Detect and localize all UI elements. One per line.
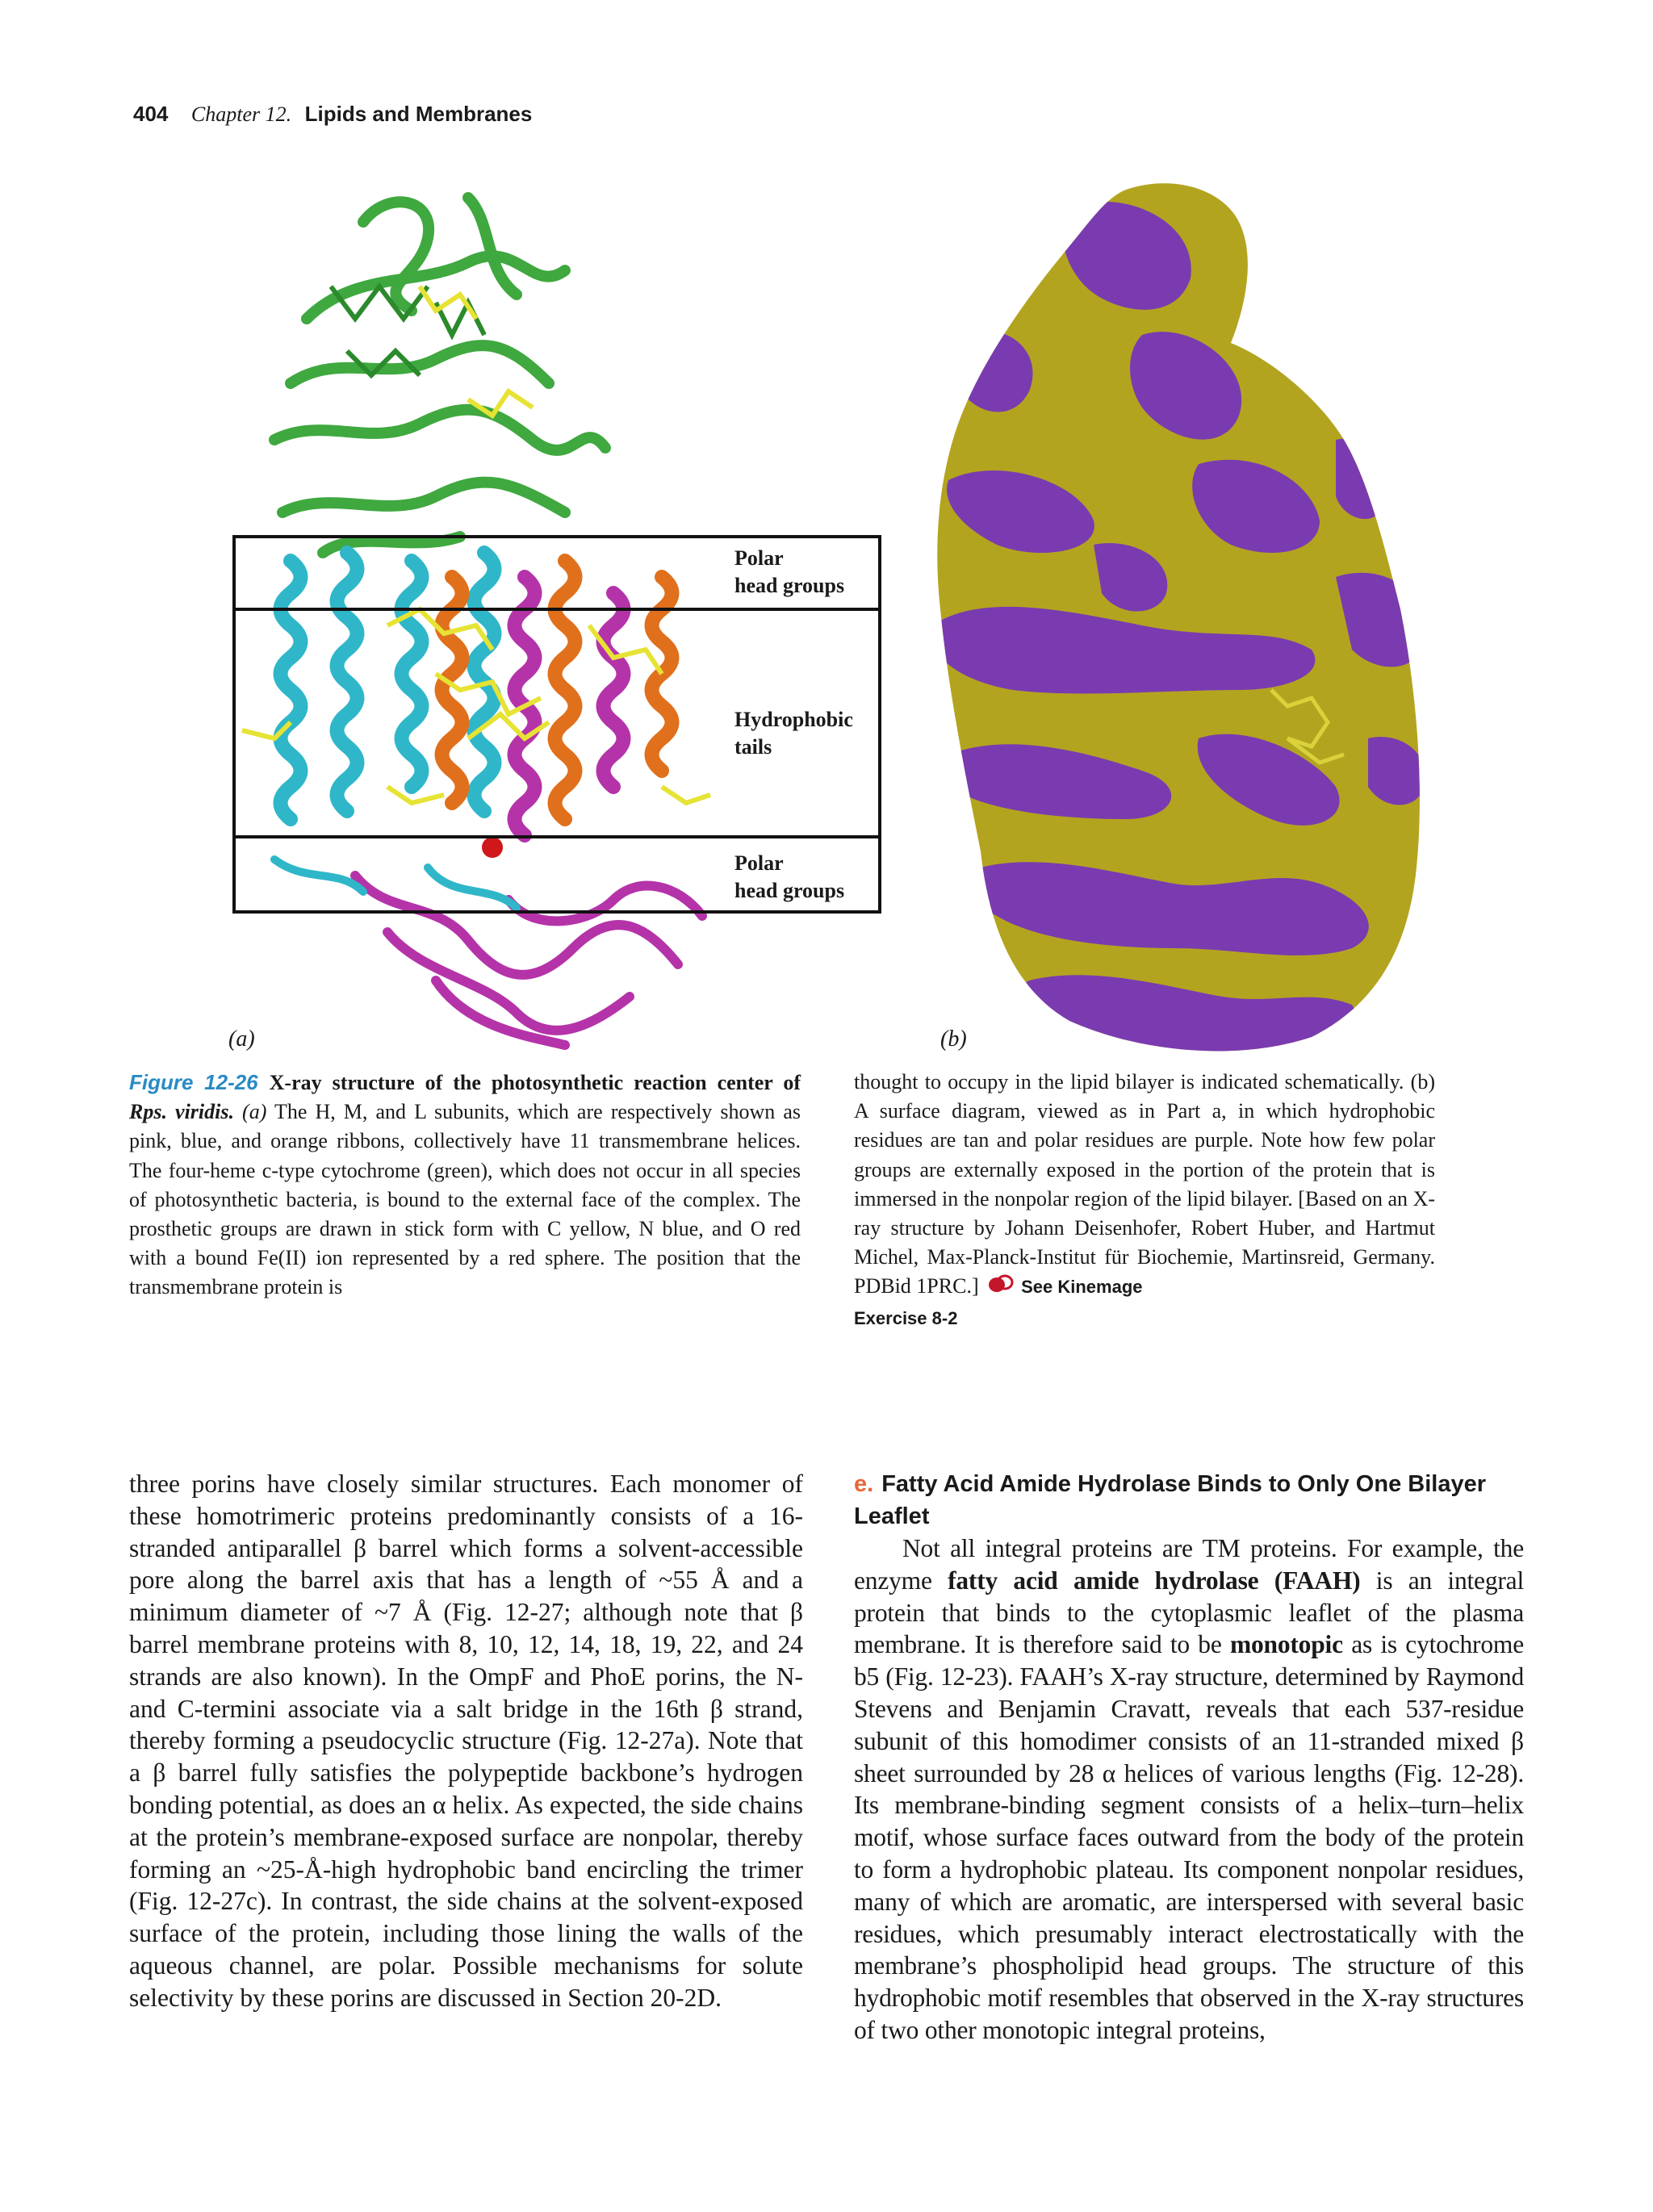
caption-species: Rps. viridis. bbox=[129, 1100, 234, 1124]
panel-label-a: (a) bbox=[228, 1027, 255, 1052]
figure-panel-b bbox=[932, 174, 1433, 1061]
figure-number: Figure 12-26 bbox=[129, 1070, 258, 1094]
label-hydrophobic: Hydrophobic tails bbox=[734, 708, 853, 759]
ribbon-structure-image bbox=[226, 174, 896, 1061]
section-heading bbox=[854, 1468, 1524, 1533]
kinemage-exercise[interactable]: Exercise 8-2 bbox=[854, 1307, 958, 1328]
right-paragraph: Not all integral proteins are TM proteins. For example, the enzyme fatty acid amide hydrolase (FAAH) is an integral protein that binds to the cytoplasmic leaflet of the plasma membrane. It is therefore said to be monotopic as is cytochrome b5 (Fig. 12-23). FAAH’s X-ray structure, determined by Raymond Stevens and Benjamin Cravatt, reveals that each 537-residue subunit of this homodimer consists of an 11-stranded mixed β sheet surrounded by 28 α helices of various lengths (Fig. 12-28). Its membrane-binding segment consists of a helix–turn–helix motif, whose surface faces outward from the body of the protein to form a hydrophobic plateau. Its component nonpolar residues, many of which are aromatic, are interspersed with several basic residues, which presumably interact electrostatically with the membrane’s phospholipid head groups. The structure of this hydrophobic motif resembles that observed in the X-ray structures of two other monotopic integral proteins, bbox=[854, 1534, 1525, 2044]
body-column-left bbox=[129, 1468, 803, 2014]
caption-right-text: thought to occupy in the lipid bilayer is indicated schematically. (b) A surface diagram, viewed as in Part a, in which hydrophobic residues are tan and polar residues are purple. Note how few polar groups are externally exposed in the portion of the protein that is immersed in the nonpolar region of the lipid bilayer. [Based on an X-ray structure by Johann Deisenhofer, Robert Huber, and Hartmut Michel, Max-Planck-Institut für Biochemie, Martinsreid, Germany. PDBid 1PRC.] bbox=[854, 1070, 1435, 1298]
term-faah: fatty acid amide hydrolase (FAAH) bbox=[948, 1566, 1361, 1595]
label-polar-top: Polar head groups bbox=[734, 546, 845, 597]
body-column-right bbox=[854, 1468, 1524, 2047]
section-title: Fatty Acid Amide Hydrolase Binds to Only One Bilayer Leaflet bbox=[854, 1471, 1486, 1529]
figure-panel-a bbox=[226, 174, 896, 1061]
kinemage-icon[interactable] bbox=[987, 1273, 1015, 1303]
fe-ion-sphere bbox=[482, 837, 503, 858]
term-monotopic: monotopic bbox=[1229, 1630, 1343, 1659]
section-letter: e. bbox=[854, 1471, 874, 1497]
running-header bbox=[133, 102, 532, 127]
caption-left-text: The H, M, and L subunits, which are respectively shown as pink, blue, and orange ribbons, collectively have 11 transmembrane helices. The four-heme c-type cytochrome (green), which does not occur in all species of photosynthetic bacteria, is bound to the external face of the complex. The prosthetic groups are drawn in stick form with C yellow, N blue, and O red with a bound Fe(II) ion represented by a red sphere. The position that the transmembrane protein is bbox=[129, 1100, 801, 1299]
figure-caption-left bbox=[129, 1068, 801, 1303]
panel-label-b: (b) bbox=[940, 1027, 967, 1052]
label-polar-bottom: Polar head groups bbox=[734, 851, 845, 902]
page-number: 404 bbox=[133, 102, 169, 126]
kinemage-link[interactable]: See Kinemage bbox=[1021, 1277, 1143, 1298]
caption-a-marker: (a) bbox=[242, 1100, 267, 1124]
caption-title: X-ray structure of the photosynthetic reaction center of bbox=[269, 1071, 801, 1094]
chapter-title: Lipids and Membranes bbox=[304, 102, 533, 126]
chapter-label: Chapter 12. bbox=[190, 102, 292, 126]
figure-caption-right bbox=[854, 1068, 1435, 1333]
surface-diagram-image bbox=[932, 174, 1433, 1061]
left-paragraph: three porins have closely similar structures. Each monomer of these homotrimeric proteins predominantly consists of a 16-stranded antiparallel β barrel which forms a solvent-accessible pore along the barrel axis that has a length of ~55 Å and a minimum diameter of ~7 Å (Fig. 12-27; although note that β barrel membrane proteins with 8, 10, 12, 14, 18, 19, 22, and 24 strands are also known). In the OmpF and PhoE porins, the N- and C-termini associate via a salt bridge in the 16th β strand, thereby forming a pseudocyclic structure (Fig. 12-27a). Note that a β barrel fully satisfies the polypeptide backbone’s hydrogen bonding potential, as does an α helix. As expected, the side chains at the protein’s membrane-exposed surface are nonpolar, thereby forming an ~25-Å-high hydrophobic band encircling the trimer (Fig. 12-27c). In contrast, the side chains at the solvent-exposed surface of the protein, including those lining the walls of the aqueous channel, are polar. Possible mechanisms for solute selectivity by these porins are discussed in Section 20-2D. bbox=[129, 1470, 803, 2012]
